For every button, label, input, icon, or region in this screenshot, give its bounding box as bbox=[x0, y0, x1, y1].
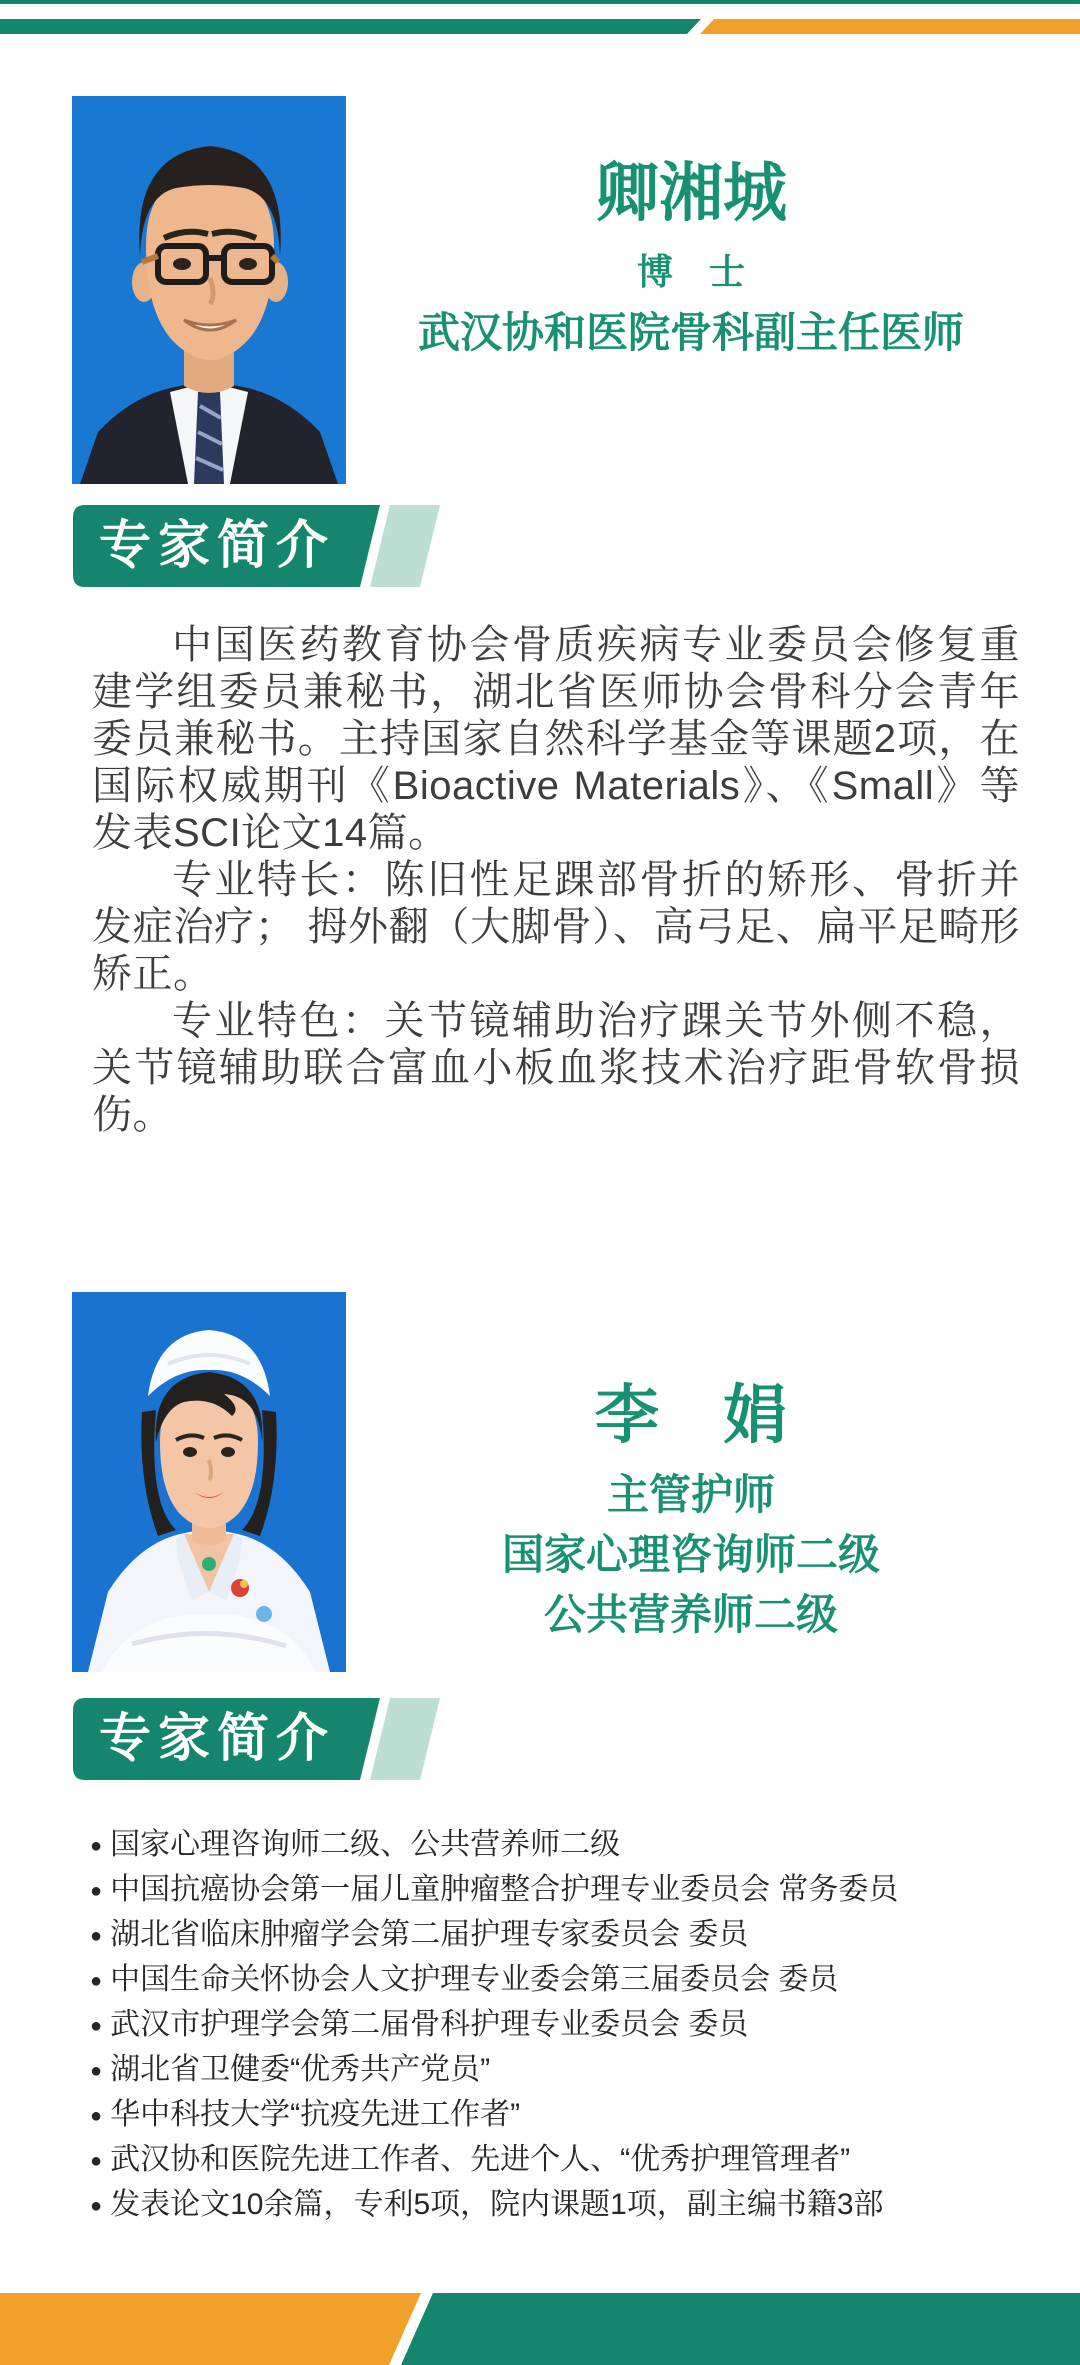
top-thin-line bbox=[0, 0, 1080, 4]
achievement-item bbox=[90, 2003, 1040, 2048]
expert1-intro bbox=[92, 622, 1020, 1139]
bullet-dot-icon: ● bbox=[90, 2195, 103, 2217]
achievement-item bbox=[90, 2183, 1040, 2228]
banner-label: 专家简介 bbox=[99, 517, 336, 575]
expert1-degree: 博 士 bbox=[636, 251, 745, 292]
achievement-text: 武汉市护理学会第二届骨科护理专业委员会 委员 bbox=[110, 2008, 749, 2041]
expert1-id-block bbox=[346, 157, 1036, 356]
intro-paragraph: 中国医药教育协会骨质疾病专业委员会修复重建学组委员兼秘书，湖北省医师协会骨科分会青年委员兼秘书。主持国家自然科学基金等课题2项，在国际权威期刊《Bioactive Materials》、《Small》等发表SCI论文14篇。 bbox=[92, 623, 1020, 855]
bottom-decoration-bar bbox=[0, 2293, 1080, 2365]
bullet-dot-icon: ● bbox=[90, 1925, 103, 1947]
achievement-item bbox=[90, 2138, 1040, 2183]
top-orange-bar bbox=[700, 19, 1080, 34]
bullet-dot-icon: ● bbox=[90, 1970, 103, 1992]
achievement-item bbox=[90, 1823, 1040, 1868]
bottom-teal-bar bbox=[401, 2293, 1080, 2365]
man-portrait-illustration bbox=[72, 96, 346, 484]
achievement-text: 华中科技大学“抗疫先进工作者” bbox=[110, 2098, 521, 2131]
achievement-text: 武汉协和医院先进工作者、先进个人、“优秀护理管理者” bbox=[110, 2143, 851, 2176]
section-banner-2 bbox=[73, 1698, 453, 1780]
expert2-cert-1: 国家心理咨询师二级 bbox=[501, 1531, 880, 1578]
achievement-item bbox=[90, 2048, 1040, 2093]
achievement-item bbox=[90, 1913, 1040, 1958]
achievement-item bbox=[90, 1958, 1040, 2003]
achievement-text: 国家心理咨询师二级、公共营养师二级 bbox=[110, 1828, 621, 1861]
bullet-dot-icon: ● bbox=[90, 2105, 103, 2127]
expert2-achievements-list bbox=[90, 1823, 1040, 2228]
achievement-text: 湖北省卫健委“优秀共产党员” bbox=[110, 2053, 491, 2086]
bullet-dot-icon: ● bbox=[90, 1835, 103, 1857]
bullet-dot-icon: ● bbox=[90, 2150, 103, 2172]
expert2-cert-2: 公共营养师二级 bbox=[543, 1591, 838, 1638]
achievement-text: 湖北省临床肿瘤学会第二届护理专家委员会 委员 bbox=[110, 1918, 749, 1951]
bullet-dot-icon: ● bbox=[90, 1880, 103, 1902]
intro-paragraph: 专业特长：陈旧性足踝部骨折的矫形、骨折并发症治疗； 拇外翻（大脚骨）、高弓足、扁平足畸形矫正。 bbox=[92, 858, 1020, 996]
expert2-id-block bbox=[346, 1379, 1036, 1652]
achievement-text: 中国生命关怀协会人文护理专业委会第三届委员会 委员 bbox=[110, 1963, 839, 1996]
banner-label: 专家简介 bbox=[99, 1710, 336, 1768]
achievement-text: 发表论文10余篇，专利5项，院内课题1项，副主编书籍3部 bbox=[110, 2188, 884, 2221]
expert2-title: 主管护师 bbox=[606, 1471, 775, 1518]
nurse-portrait-illustration bbox=[72, 1292, 346, 1672]
top-teal-bar bbox=[0, 19, 701, 34]
achievement-text: 中国抗癌协会第一届儿童肿瘤整合护理专业委员会 常务委员 bbox=[110, 1873, 899, 1906]
achievement-item bbox=[90, 1868, 1040, 1913]
expert1-name: 卿湘城 bbox=[595, 157, 787, 229]
bottom-orange-bar bbox=[0, 2293, 421, 2365]
bullet-dot-icon: ● bbox=[90, 2060, 103, 2082]
expert1-title: 武汉协和医院骨科副主任医师 bbox=[417, 309, 964, 356]
intro-paragraph: 专业特色：关节镜辅助治疗踝关节外侧不稳，关节镜辅助联合富血小板血浆技术治疗距骨软骨损伤。 bbox=[92, 999, 1020, 1137]
bullet-dot-icon: ● bbox=[90, 2015, 103, 2037]
expert2-name: 李 娟 bbox=[595, 1379, 787, 1451]
expert1-photo bbox=[72, 96, 346, 484]
top-decoration-bars bbox=[0, 0, 1080, 40]
section-banner-1 bbox=[73, 505, 453, 587]
expert2-photo bbox=[72, 1292, 346, 1672]
achievement-item bbox=[90, 2093, 1040, 2138]
